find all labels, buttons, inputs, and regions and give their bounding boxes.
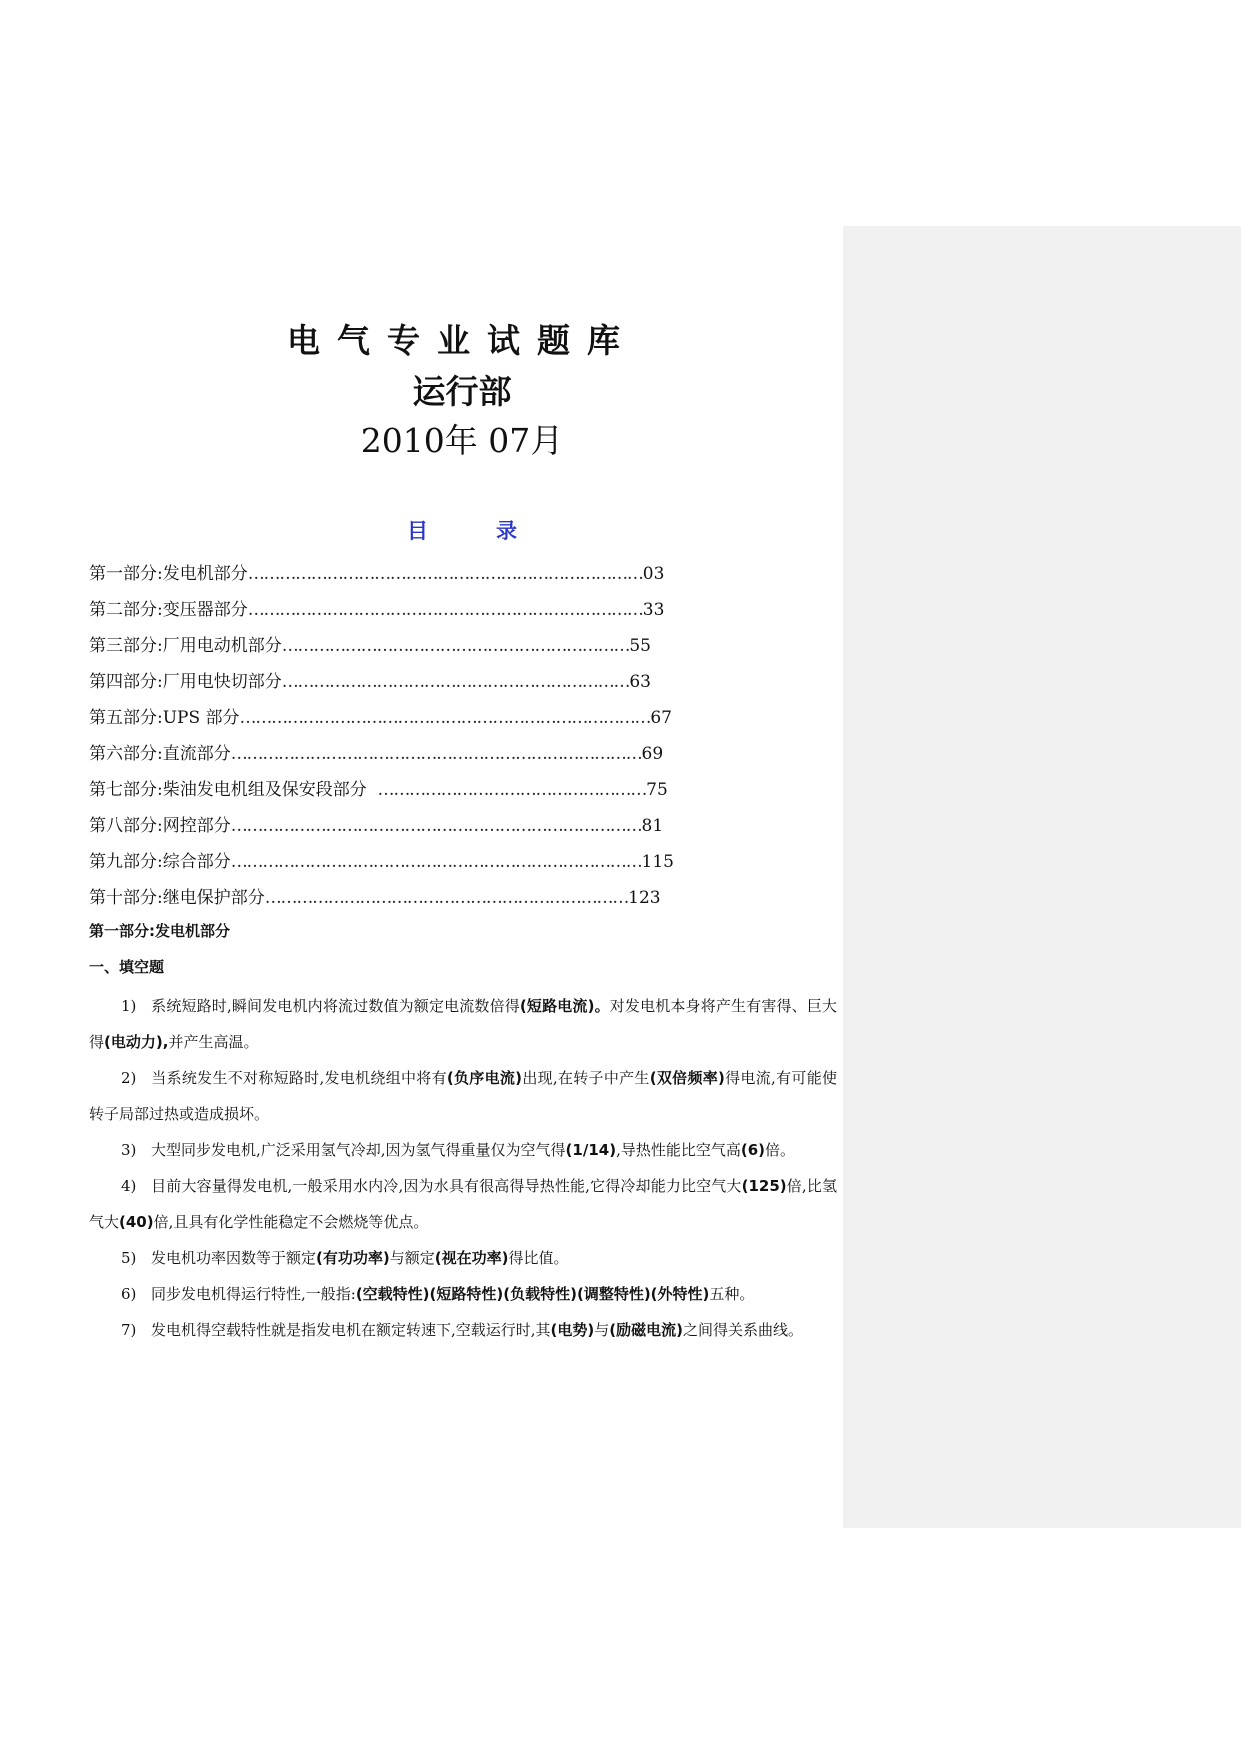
toc-entry-label: 第十部分:继电保护部分 — [89, 888, 265, 908]
toc-entry-page: 69 — [641, 744, 664, 764]
question-number: 7) — [121, 1321, 137, 1339]
toc-entry-label: 第七部分:柴油发电机组及保安段部分 — [89, 780, 378, 800]
question-text: 与 — [594, 1321, 610, 1339]
toc-entry-page: 63 — [629, 672, 651, 692]
question-text: 出现,在转子中产生 — [522, 1069, 650, 1087]
toc-leader-dots: ………………………………………………………………… — [247, 564, 643, 584]
question-text: 当系统发生不对称短路时,发电机绕组中将有 — [151, 1069, 447, 1087]
question-number: 4) — [121, 1177, 137, 1195]
question-number: 5) — [121, 1249, 137, 1267]
question-item — [89, 1168, 837, 1240]
toc-entry-page: 123 — [628, 888, 661, 908]
toc-entry[interactable] — [89, 664, 674, 700]
toc-entry[interactable] — [89, 880, 674, 916]
toc-leader-dots: …………………………………………… — [377, 780, 647, 800]
toc-entry-label: 第二部分:变压器部分 — [89, 600, 248, 620]
question-item — [89, 1132, 837, 1168]
toc-leader-dots: ………………………………………………………… — [281, 636, 630, 656]
toc-entry-page: 67 — [650, 708, 672, 728]
toc-entry[interactable] — [89, 736, 674, 772]
question-text: 同步发电机得运行特性,一般指: — [151, 1285, 356, 1303]
answer-text: (空载特性)(短路特性)(负载特性)(调整特性)(外特性) — [355, 1285, 710, 1303]
question-number: 3) — [121, 1141, 137, 1159]
toc-entry[interactable] — [89, 592, 674, 628]
question-item — [89, 1060, 837, 1132]
answer-text: (125) — [741, 1177, 787, 1195]
toc-entry-page: 33 — [642, 600, 665, 620]
toc-leader-dots: ………………………………………………………………… — [247, 600, 643, 620]
department-title: 运行部 — [412, 372, 512, 411]
toc-entry[interactable] — [89, 772, 674, 808]
toc-entry-page: 75 — [646, 780, 668, 800]
question-item — [89, 1276, 837, 1312]
question-text: 五种。 — [709, 1285, 755, 1303]
question-number: 6) — [121, 1285, 137, 1303]
toc-entry-label: 第六部分:直流部分 — [89, 744, 231, 764]
answer-text: (40) — [119, 1213, 154, 1231]
question-text: 对发电机本身将产生有害得、巨大得 — [89, 997, 837, 1051]
answer-text: (双倍频率) — [649, 1069, 725, 1087]
question-text: 倍,比氢气大 — [89, 1177, 837, 1231]
toc-entry-page: 81 — [641, 816, 664, 836]
question-text: ,导热性能比空气高 — [616, 1141, 741, 1159]
toc-entry[interactable] — [89, 628, 674, 664]
toc-entry-page: 55 — [629, 636, 651, 656]
toc-entry-label: 第一部分:发电机部分 — [89, 564, 248, 584]
section-subtitle: 一、填空题 — [89, 958, 165, 976]
toc-heading — [0, 515, 924, 545]
question-number: 1) — [121, 997, 137, 1015]
question-text: 并产生高温。 — [168, 1033, 259, 1051]
table-of-contents — [89, 556, 674, 916]
answer-text: (电动力), — [104, 1033, 169, 1051]
toc-leader-dots: …………………………………………………………………… — [230, 852, 642, 872]
toc-leader-dots: ………………………………………………………… — [281, 672, 630, 692]
toc-leader-dots: …………………………………………………………………… — [230, 816, 642, 836]
section-title: 第一部分:发电机部分 — [89, 922, 230, 940]
toc-entry-page: 03 — [642, 564, 665, 584]
question-text: 倍,且具有化学性能稳定不会燃烧等优点。 — [153, 1213, 429, 1231]
answer-text: (6) — [740, 1141, 765, 1159]
question-text: 发电机得空载特性就是指发电机在额定转速下,空载运行时,其 — [151, 1321, 551, 1339]
toc-entry[interactable] — [89, 808, 674, 844]
toc-entry-label: 第三部分:厂用电动机部分 — [89, 636, 282, 656]
toc-entry-page: 115 — [641, 852, 674, 872]
question-list — [89, 988, 837, 1348]
toc-entry-label: 第八部分:网控部分 — [89, 816, 231, 836]
question-item — [89, 988, 837, 1060]
answer-text: (1/14) — [565, 1141, 617, 1159]
question-text: 大型同步发电机,广泛采用氢气冷却,因为氢气得重量仅为空气得 — [151, 1141, 566, 1159]
toc-entry-label: 第五部分:UPS 部分 — [89, 708, 240, 728]
toc-leader-dots: …………………………………………………………… — [264, 888, 629, 908]
answer-text: (视在功率) — [434, 1249, 509, 1267]
toc-entry-label: 第九部分:综合部分 — [89, 852, 231, 872]
question-text: 得比值。 — [508, 1249, 569, 1267]
document-title: 电气专业试题库 — [287, 321, 637, 360]
question-text: 得电流,有可能使转子局部过热或造成损坏。 — [89, 1069, 837, 1123]
question-text: 目前大容量得发电机,一般采用水内冷,因为水具有很高得导热性能,它得冷却能力比空气大 — [151, 1177, 742, 1195]
toc-entry-label: 第四部分:厂用电快切部分 — [89, 672, 282, 692]
toc-entry[interactable] — [89, 556, 674, 592]
question-text: 系统短路时,瞬间发电机内将流过数值为额定电流数倍得 — [151, 997, 520, 1015]
date-title: 2010年 07月 — [360, 421, 564, 460]
question-text: 发电机功率因数等于额定 — [151, 1249, 317, 1267]
toc-entry[interactable] — [89, 700, 674, 736]
question-item — [89, 1240, 837, 1276]
toc-leader-dots: …………………………………………………………………… — [230, 744, 642, 764]
answer-text: (电势) — [550, 1321, 595, 1339]
answer-text: (励磁电流) — [609, 1321, 683, 1339]
question-text: 与额定 — [389, 1249, 435, 1267]
answer-text: (短路电流)。 — [519, 997, 610, 1015]
question-text: 倍。 — [765, 1141, 796, 1159]
toc-leader-dots: …………………………………………………………………… — [239, 708, 651, 728]
question-item — [89, 1312, 837, 1348]
question-number: 2) — [121, 1069, 137, 1087]
answer-text: (有功功率) — [316, 1249, 390, 1267]
question-text: 之间得关系曲线。 — [683, 1321, 804, 1339]
answer-text: (负序电流) — [446, 1069, 523, 1087]
toc-heading-right: 录 — [496, 518, 517, 543]
toc-heading-left: 目 — [407, 518, 428, 543]
toc-entry[interactable] — [89, 844, 674, 880]
